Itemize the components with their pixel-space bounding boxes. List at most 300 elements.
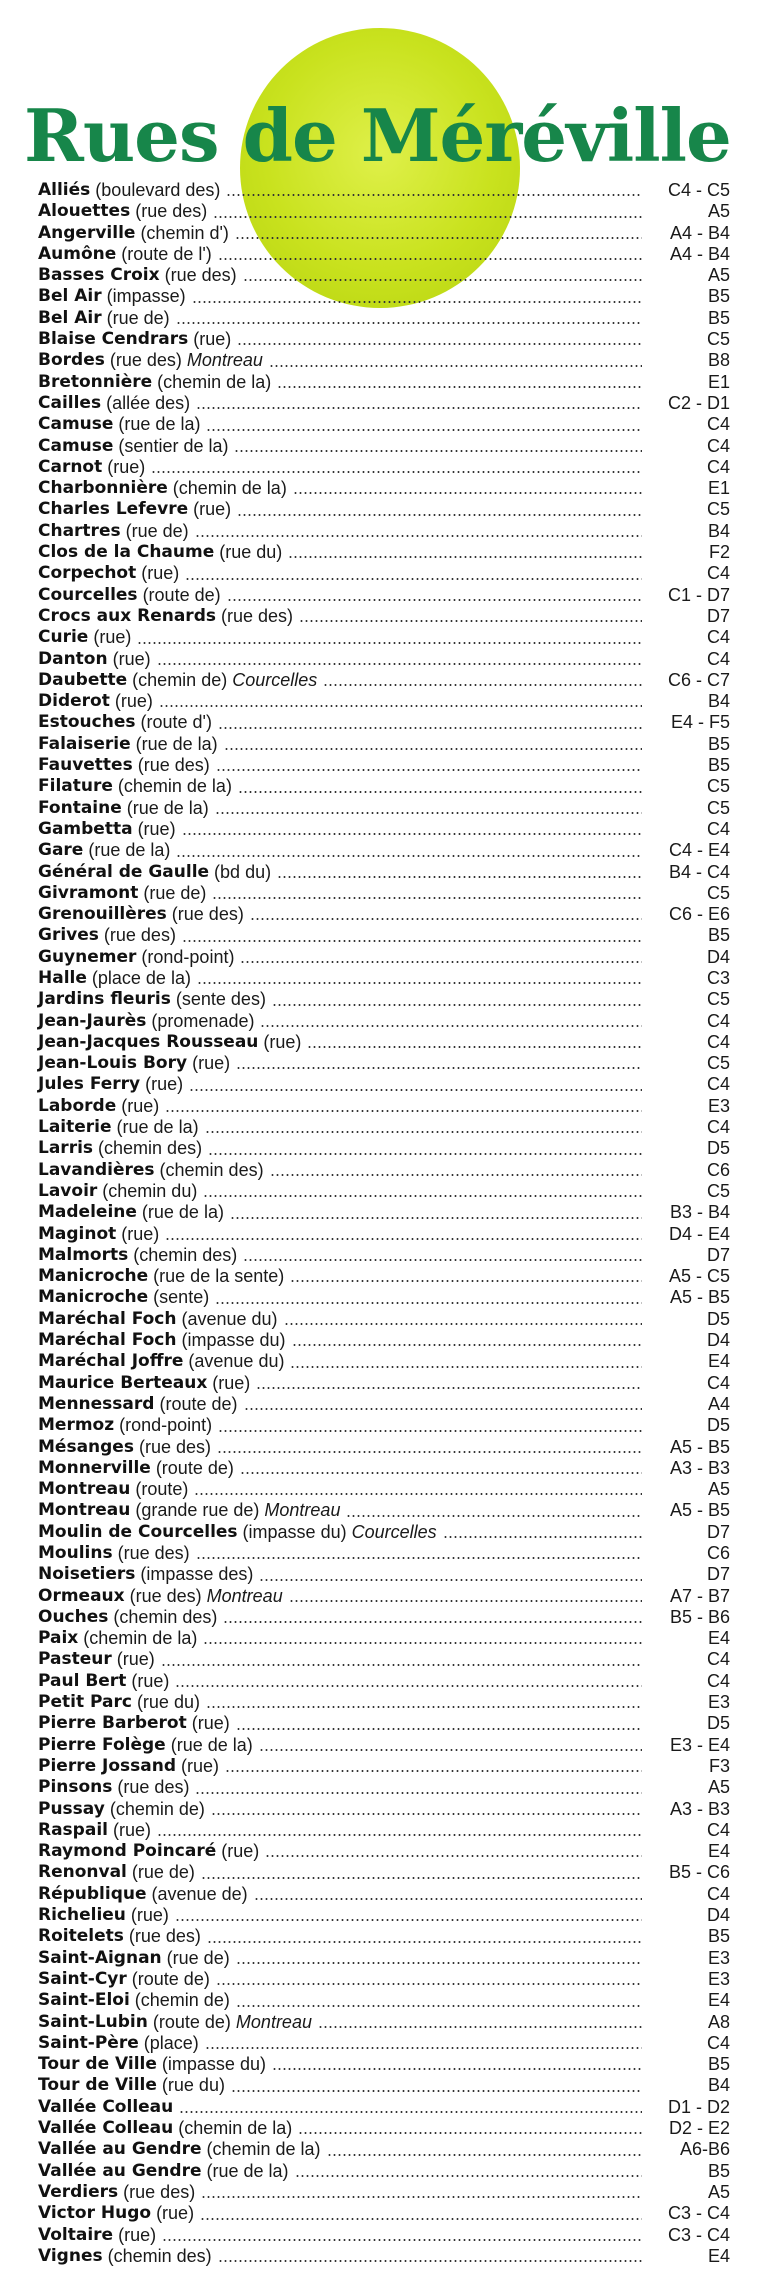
street-name: Jardins fleuris [38, 989, 171, 1010]
grid-reference: B3 - B4 [669, 1202, 730, 1223]
dot-leader [270, 1174, 642, 1176]
dot-leader [176, 855, 642, 857]
grid-reference: C6 [706, 1543, 730, 1563]
street-row [38, 1990, 730, 2011]
dot-leader [277, 876, 642, 878]
street-name: Monnerville [38, 1457, 151, 1478]
dot-leader [197, 982, 642, 984]
dot-leader [260, 1025, 642, 1027]
street-name: Renonval [38, 1862, 127, 1883]
grid-reference: A3 - B3 [669, 1798, 730, 1819]
dot-leader [240, 1472, 642, 1474]
street-type: (place de la) [91, 967, 191, 988]
dot-leader [298, 2132, 642, 2134]
street-name: Bel Air [38, 307, 102, 328]
grid-reference: B5 [707, 2054, 730, 2075]
dot-leader [182, 940, 642, 942]
street-name: Montreau [38, 1479, 131, 1500]
street-type: (chemin des) [98, 1138, 203, 1159]
street-row [38, 1160, 730, 1181]
dot-leader [215, 812, 642, 814]
grid-reference: A5 - B5 [669, 1500, 730, 1521]
street-type: (chemin du) [102, 1180, 198, 1201]
street-type: (rue de la) [116, 1117, 199, 1138]
street-name: Manicroche [38, 1266, 149, 1287]
street-row [38, 1011, 730, 1032]
grid-reference: C4 [706, 414, 730, 435]
street-name: Alliés [38, 180, 91, 200]
street-type: (rue) [130, 1905, 169, 1926]
street-row [38, 2225, 730, 2246]
dot-leader [206, 429, 642, 431]
street-type: (rue) [191, 1713, 230, 1734]
dot-leader [194, 1493, 642, 1495]
street-type: (rue) [118, 2224, 157, 2245]
grid-reference: C4 [706, 1372, 730, 1393]
dot-leader [236, 1067, 642, 1069]
street-type: (rue) [121, 1095, 160, 1116]
street-type: (chemin des) [133, 1244, 238, 1265]
street-name: Maréchal Joffre [38, 1351, 184, 1372]
street-type: (rue des) [128, 1926, 201, 1947]
street-type: (chemin de) [134, 1990, 230, 2011]
dot-leader [243, 279, 642, 281]
street-row [38, 308, 730, 329]
street-name: Daubette [38, 669, 128, 690]
street-row [38, 1117, 730, 1138]
grid-reference: B4 [707, 520, 730, 541]
dot-leader [207, 1941, 642, 1943]
street-name: Maréchal Foch [38, 1308, 177, 1329]
street-name: Maurice Berteaux [38, 1372, 208, 1393]
street-type: (boulevard des) [95, 180, 221, 200]
street-type: (rue) [112, 648, 151, 669]
grid-reference: D1 - D2 [667, 2096, 730, 2117]
street-row [38, 286, 730, 307]
street-type: (rue des) [220, 605, 294, 626]
grid-reference: D7 [706, 1564, 730, 1585]
street-row [38, 1692, 730, 1713]
grid-reference: C2 - D1 [667, 392, 730, 413]
street-name: Angerville [38, 222, 136, 243]
street-name: Raspail [38, 1819, 108, 1840]
header [0, 0, 758, 184]
dot-leader [290, 1366, 642, 1368]
street-row [38, 201, 730, 222]
street-locality: Montreau [235, 2011, 312, 2032]
street-name: Vallée au Gendre [38, 2160, 202, 2181]
street-name: Cailles [38, 392, 102, 413]
dot-leader [137, 642, 642, 644]
street-row [38, 1586, 730, 1607]
street-type: (rue) [192, 1053, 231, 1074]
street-row [38, 521, 730, 542]
street-row [38, 1202, 730, 1223]
street-type: (impasse du) [161, 2054, 266, 2075]
grid-reference: C4 [706, 456, 730, 477]
street-row [38, 1735, 730, 1756]
street-row [38, 925, 730, 946]
street-type: (rue) [193, 499, 232, 520]
grid-reference: D5 [706, 1713, 730, 1734]
dot-leader [289, 1600, 642, 1602]
street-row [38, 819, 730, 840]
street-name: Saint-Cyr [38, 1968, 127, 1989]
street-row [38, 1266, 730, 1287]
street-name: Pierre Barberot [38, 1713, 187, 1734]
street-locality: Courcelles [351, 1521, 437, 1542]
grid-reference: C4 [706, 1649, 730, 1670]
grid-reference: D7 [706, 605, 730, 626]
grid-reference: C4 [706, 2032, 730, 2053]
street-type: (rue du) [136, 1692, 200, 1713]
dot-leader [254, 1898, 642, 1900]
street-name: Fauvettes [38, 755, 133, 776]
grid-reference: C5 [706, 882, 730, 903]
street-name: Jean-Jacques Rousseau [38, 1031, 259, 1052]
dot-leader [234, 450, 642, 452]
grid-reference: B4 [707, 691, 730, 712]
grid-reference: C4 [706, 818, 730, 839]
street-name: Verdiers [38, 2181, 119, 2202]
street-type: (rue de la) [118, 414, 201, 435]
dot-leader [218, 1430, 642, 1432]
street-row [38, 223, 730, 244]
grid-reference: E1 [707, 371, 730, 392]
street-name: Paul Bert [38, 1670, 127, 1691]
street-type: (rue des) [117, 1777, 190, 1798]
street-type: (avenue du) [181, 1308, 278, 1329]
dot-leader [203, 1195, 642, 1197]
street-locality: Montreau [186, 350, 263, 371]
street-row [38, 1628, 730, 1649]
street-row [38, 1224, 730, 1245]
grid-reference: A5 [707, 2181, 730, 2202]
street-name: Filature [38, 776, 113, 797]
dot-leader [236, 1962, 642, 1964]
street-name: Ouches [38, 1606, 109, 1627]
grid-reference: C5 [706, 499, 730, 520]
street-row [38, 2246, 730, 2267]
grid-reference: D2 - E2 [668, 2118, 730, 2139]
dot-leader [250, 918, 642, 920]
street-locality: Courcelles [232, 669, 318, 690]
street-row [38, 2118, 730, 2139]
street-type: (chemin de la) [157, 371, 272, 392]
grid-reference: C5 [706, 989, 730, 1010]
street-name: Bordes [38, 350, 105, 371]
street-name: Saint-Aignan [38, 1947, 162, 1968]
street-type: (rue des) [137, 755, 210, 776]
street-row [38, 755, 730, 776]
street-name: Vignes [38, 2245, 103, 2266]
grid-reference: E4 - F5 [670, 712, 730, 733]
street-name: République [38, 1883, 147, 1904]
grid-reference: D4 [706, 1330, 730, 1351]
grid-reference: C4 [706, 648, 730, 669]
street-name: Noisetiers [38, 1564, 136, 1585]
street-name: Grives [38, 925, 99, 946]
street-type: (rue) [112, 1819, 151, 1840]
dot-leader [235, 237, 642, 239]
street-name: Curie [38, 627, 89, 648]
dot-leader [176, 322, 642, 324]
street-name: Guynemer [38, 946, 137, 967]
street-row [38, 776, 730, 797]
street-name: Tour de Ville [38, 2054, 157, 2075]
street-name: Moulins [38, 1543, 113, 1563]
dot-leader [185, 578, 642, 580]
street-type: (rue de la) [126, 797, 209, 818]
grid-reference: C5 [706, 776, 730, 797]
street-name: Charbonnière [38, 478, 168, 499]
street-row [38, 712, 730, 733]
grid-reference: C5 [706, 329, 730, 350]
street-type: (rue de) [166, 1947, 230, 1968]
street-name: Basses Croix [38, 265, 160, 286]
grid-reference: E4 [707, 1841, 730, 1862]
street-row [38, 372, 730, 393]
street-type: (chemin de) [109, 1798, 205, 1819]
street-name: Blaise Cendrars [38, 329, 189, 350]
grid-reference: D4 [706, 1905, 730, 1926]
dot-leader [236, 2005, 642, 2007]
street-type: (chemin des) [107, 2245, 212, 2266]
street-row [38, 1564, 730, 1585]
grid-reference: E4 [707, 2245, 730, 2266]
street-row [38, 840, 730, 861]
dot-leader [284, 1323, 642, 1325]
street-name: Charles Lefevre [38, 499, 189, 520]
street-type: (chemin des) [113, 1606, 218, 1627]
grid-reference: C4 - E4 [668, 840, 730, 861]
street-locality: Montreau [206, 1585, 283, 1606]
street-name: Aumône [38, 243, 117, 264]
street-row [38, 585, 730, 606]
grid-reference: E1 [707, 478, 730, 499]
street-name: Carnot [38, 456, 103, 477]
street-type: (rue) [121, 1223, 160, 1244]
street-row [38, 1437, 730, 1458]
grid-reference: D7 [706, 1521, 730, 1542]
dot-leader [201, 2196, 642, 2198]
street-name: Manicroche [38, 1287, 149, 1308]
dot-leader [288, 556, 642, 558]
grid-reference: C4 [706, 1670, 730, 1691]
dot-leader [218, 2260, 642, 2262]
street-row [38, 2182, 730, 2203]
street-type: (rue de) [106, 307, 170, 328]
street-type: (chemin de) [132, 669, 228, 690]
grid-reference: C4 [706, 1819, 730, 1840]
street-row [38, 1756, 730, 1777]
street-row [38, 1309, 730, 1330]
grid-reference: C3 - C4 [667, 2224, 730, 2245]
street-type: (bd du) [214, 861, 272, 882]
grid-reference: D4 [706, 946, 730, 967]
street-row [38, 1096, 730, 1117]
street-name: Camuse [38, 435, 114, 456]
dot-leader [175, 1685, 642, 1687]
street-name: Madeleine [38, 1202, 137, 1223]
dot-leader [216, 769, 642, 771]
dot-leader [277, 386, 642, 388]
street-row [38, 1500, 730, 1521]
grid-reference: C4 [706, 1031, 730, 1052]
grid-reference: D5 [706, 1308, 730, 1329]
street-type: (rue de la) [88, 840, 171, 861]
street-row [38, 1245, 730, 1266]
dot-leader [215, 1302, 642, 1304]
grid-reference: B5 [707, 1926, 730, 1947]
street-type: (rue) [212, 1372, 251, 1393]
street-row [38, 968, 730, 989]
street-row [38, 627, 730, 648]
street-name: Chartres [38, 520, 121, 541]
dot-leader [212, 897, 642, 899]
street-name: Courcelles [38, 584, 138, 605]
dot-leader [237, 514, 642, 516]
street-type: (chemin de la) [178, 2118, 293, 2139]
street-row [38, 1649, 730, 1670]
grid-reference: C3 - C4 [667, 2203, 730, 2224]
street-row [38, 542, 730, 563]
grid-reference: E3 [707, 1947, 730, 1968]
street-row [38, 1820, 730, 1841]
street-type: (rue de) [131, 1862, 195, 1883]
dot-leader [292, 1344, 642, 1346]
street-type: (rue des) [109, 350, 182, 371]
dot-leader [259, 1579, 642, 1581]
street-type: (promenade) [151, 1010, 255, 1031]
street-type: (rue des) [103, 925, 176, 946]
dot-leader [218, 258, 642, 260]
street-name: Ormeaux [38, 1585, 125, 1606]
street-type: (sentier de la) [118, 435, 229, 456]
street-row [38, 1671, 730, 1692]
street-type: (chemin de la) [172, 478, 287, 499]
street-name: Roitelets [38, 1926, 124, 1947]
dot-leader [195, 1792, 642, 1794]
grid-reference: A5 [707, 1479, 730, 1500]
dot-leader [443, 1536, 642, 1538]
street-type: (allée des) [106, 392, 191, 413]
grid-reference: E3 [707, 1968, 730, 1989]
street-row [38, 606, 730, 627]
street-row [38, 1479, 730, 1500]
street-row [38, 244, 730, 265]
dot-leader [227, 599, 642, 601]
street-name: Mésanges [38, 1436, 134, 1457]
street-name: Danton [38, 648, 108, 669]
street-name: Vallée au Gendre [38, 2139, 202, 2160]
grid-reference: A4 [707, 1393, 730, 1414]
grid-reference: B4 - C4 [668, 861, 730, 882]
dot-leader [295, 2175, 642, 2177]
grid-reference: D5 [706, 1415, 730, 1436]
street-name: Falaiserie [38, 733, 131, 754]
street-name: Vallée Colleau [38, 2118, 174, 2139]
street-name: Voltaire [38, 2224, 114, 2245]
street-row [38, 457, 730, 478]
street-type: (rue de la) [135, 733, 218, 754]
street-type: (rue de la) [141, 1202, 224, 1223]
grid-reference: A5 - B5 [669, 1436, 730, 1457]
grid-reference: C4 [706, 1074, 730, 1095]
grid-reference: A5 [707, 201, 730, 222]
street-name: Pussay [38, 1798, 105, 1819]
dot-leader [165, 1238, 642, 1240]
street-type: (route de) [159, 1393, 238, 1414]
street-row [38, 1777, 730, 1798]
street-name: Clos de la Chaume [38, 542, 215, 563]
street-row [38, 1053, 730, 1074]
street-type: (route de) [131, 1968, 210, 1989]
street-row [38, 180, 730, 201]
street-row [38, 989, 730, 1010]
dot-leader [236, 1728, 642, 1730]
street-name: Raymond Poincaré [38, 1841, 217, 1862]
street-type: (route de l') [121, 243, 212, 264]
street-row [38, 2203, 730, 2224]
street-type: (place) [143, 2032, 199, 2053]
street-name: Fontaine [38, 797, 122, 818]
street-name: Diderot [38, 691, 110, 712]
grid-reference: B5 [707, 755, 730, 776]
grid-reference: C3 [706, 967, 730, 988]
dot-leader [318, 2026, 642, 2028]
street-row [38, 265, 730, 286]
dot-leader [323, 684, 642, 686]
street-type: (rue des) [123, 2181, 196, 2202]
dot-leader [218, 727, 642, 729]
street-name: Pinsons [38, 1777, 113, 1798]
grid-reference: A4 - B4 [669, 222, 730, 243]
dot-leader [208, 1153, 642, 1155]
street-type: (rue des) [129, 1585, 202, 1606]
street-name: Bel Air [38, 286, 102, 307]
street-type: (rue) [93, 627, 132, 648]
grid-reference: C4 [706, 1117, 730, 1138]
street-type: (impasse du) [242, 1521, 347, 1542]
street-type: (rue des) [135, 201, 208, 222]
street-name: Jean-Louis Bory [38, 1053, 188, 1074]
street-name: Malmorts [38, 1244, 129, 1265]
street-row [38, 1543, 730, 1564]
dot-leader [226, 194, 642, 196]
street-index-list [38, 180, 730, 2267]
street-name: Jules Ferry [38, 1074, 141, 1095]
dot-leader [195, 535, 642, 537]
dot-leader [157, 663, 642, 665]
street-name: Mermoz [38, 1415, 115, 1436]
street-type: (rue de) [125, 520, 189, 541]
dot-leader [211, 1813, 642, 1815]
street-type: (avenue du) [188, 1351, 285, 1372]
street-row [38, 670, 730, 691]
street-row [38, 1287, 730, 1308]
street-type: (impasse des) [140, 1564, 254, 1585]
street-type: (chemin de la) [206, 2139, 321, 2160]
street-type: (grande rue de) [135, 1500, 260, 1521]
street-type: (impasse du) [181, 1330, 286, 1351]
street-name: Estouches [38, 712, 136, 733]
street-name: Moulin de Courcelles [38, 1521, 238, 1542]
grid-reference: E3 - E4 [669, 1734, 730, 1755]
street-row [38, 862, 730, 883]
grid-reference: E4 [707, 1990, 730, 2011]
dot-leader [231, 2090, 642, 2092]
